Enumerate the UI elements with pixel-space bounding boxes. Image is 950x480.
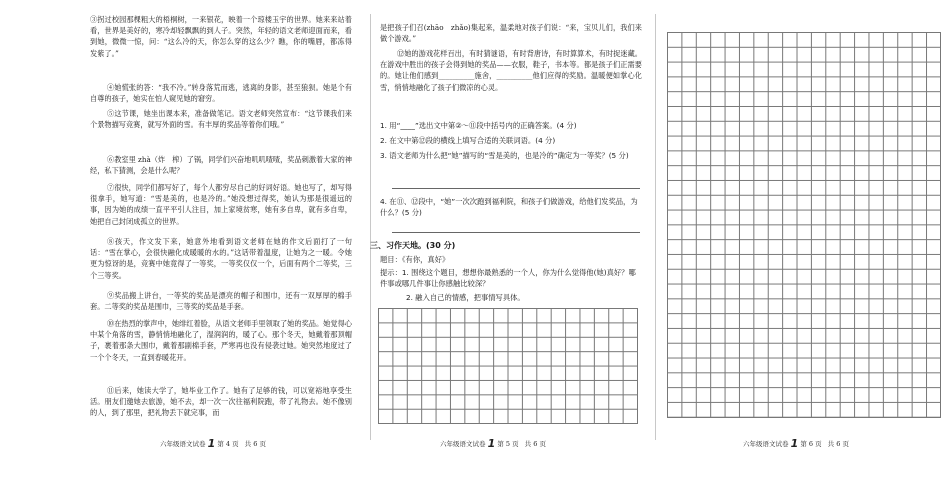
answer-line[interactable] [392,188,640,189]
question-4: 4. 在⑪、⑫段中，“她”一次次跑到福利院，和孩子们做游戏，给他们发奖品，为什么？(5 分) [380,197,638,217]
question-2: 2. 在文中第⑫段的横线上填写合适的关联词语。(4 分) [380,136,556,145]
paragraph-10: ⑩在热烈的掌声中，她绯红着脸，从语文老师手里领取了她的奖品。她觉得心中某个角落的雪，静悄悄地融化了，湿润润的，暖了心。那个冬天，她戴着那顶帽子，裹着那条大围巾，戴着那副棉手套，严寒再也没有侵袭过她。她突然地度过了一个个冬天，一直到春暖花开。 [90,319,352,362]
paragraph-5: ⑤这节课，她坐出课本来，准备做笔记。语文老师突然宣布：“这节课我们来个景物描写竞赛，就写外面的雪。有丰厚的奖品等着你们哦。” [90,109,352,130]
essay-hints: 提示：1. 围绕这个题目，想想你最熟悉的一个人，你为什么觉得他(她)真好？哪件事或哪几件事让你感触比较深？ [380,268,636,288]
paragraph-4: ④她慌张的答：“我不冷。”转身落荒而逃，逃离的身影，甚至狼狈。她是个有自尊的孩子，她实在怕人窥见她的窘穷。 [90,83,352,104]
writing-grid[interactable] [378,308,638,424]
exam-page-6 [655,0,950,480]
page-footer: 六年级语文试卷 1 第 5 页 共 6 页 [440,437,546,450]
exam-number: 1 [207,437,216,450]
paragraph-6: ⑥教室里 zhà（炸 榨）了锅，同学们兴奋地叽叽喳喳，奖品刺激着大家的神经，私下猜测，会是什么呢？ [90,155,352,176]
writing-grid[interactable] [667,32,941,418]
paragraph-11: ⑪后来，她读大学了，她毕业工作了。她有了足够的钱，可以宽裕地享受生活。朋友们邀她去旅游，她不去，却一次一次往福利院跑，带了礼物去。她不像别的人，到了那里，把礼物丢下就完事，而 [90,386,352,418]
page-footer: 六年级语文试卷 1 第 4 页 共 6 页 [160,437,266,450]
answer-line[interactable] [392,232,640,233]
essay-topic: 题目：《有你，真好》 [380,255,450,264]
paragraph-12: ⑫她的游戏花样百出，有时猜谜语，有时背唐诗，有时算算术，有时捉迷藏。在游戏中胜出的孩子会得到她的奖品——衣服，鞋子，书本等。都是孩子们正需要的。她让他们感到__________施舍，__________他们应得的奖励。温暖便如掌心化雪，悄悄地融化了孩子们微凉的心灵。 [380,49,642,92]
exam-number: 1 [487,437,496,450]
paragraph-7: ⑦很快，同学们都写好了，每个人都穷尽自己的好词好语。她也写了，却写得很拿手，她写道：“雪是美的，也是冷的。”她没想过得奖，她认为那是很遥远的事，因为她的成绩一直平平引人注目，加上家境贫寒，她有多自卑，就有多自卑，她把自己封闭成孤立的世界。 [90,183,352,226]
paragraph-8: ⑧孩天，作文发下来，她意外地看到语文老师在她的作文后面打了一句话：“雪在掌心，会很快融化成暖暖的水的。”这话带着温度，让她为之一暖。令她更为惊讶的是，竞赛中她竟得了一等奖，一等奖仅仅一个，后面有两个二等奖，三个三等奖。 [90,237,352,280]
exam-page-5 [370,0,655,480]
essay-hint-2: 2. 融入自己的情感，把事情写具体。 [406,293,525,302]
question-1: 1. 用“____”选出文中第②～⑪段中括号内的正确答案。(4 分) [380,121,577,130]
question-3: 3. 语文老师为什么把“她”描写的“雪是美的，也是冷的”确定为一等奖？(5 分) [380,151,629,160]
paragraph-3: ③拐过校园那棵粗大的梧桐树，一来银花，映着一个琼楼玉宇的世界。她来来站着看，世界是美好的，寒冷却轻飘飘的到人子。突然，年轻的语文老师迎面而来，看到她，微微一惊，问：“这么冷的天，你怎么穿的这么少？瞧，你的嘴唇，都冻得发紫了。” [90,15,352,58]
section-title: 三、习作天地。(30 分) [370,241,456,250]
exam-page-4 [0,0,370,480]
exam-number: 1 [790,437,799,450]
paragraph-9: ⑨奖品搬上讲台，一等奖的奖品是漂亮的帽子和围巾，还有一双厚厚的棉手套。二等奖的奖品是围巾，三等奖的奖品是手套。 [90,291,352,312]
page-footer: 六年级语文试卷 1 第 6 页 共 6 页 [743,437,849,450]
paragraph-11-cont: 是把孩子们召(zhāo zhǎo)集起来，温柔地对孩子们说：“来，宝贝儿们，我们来做个游戏。” [380,23,642,44]
